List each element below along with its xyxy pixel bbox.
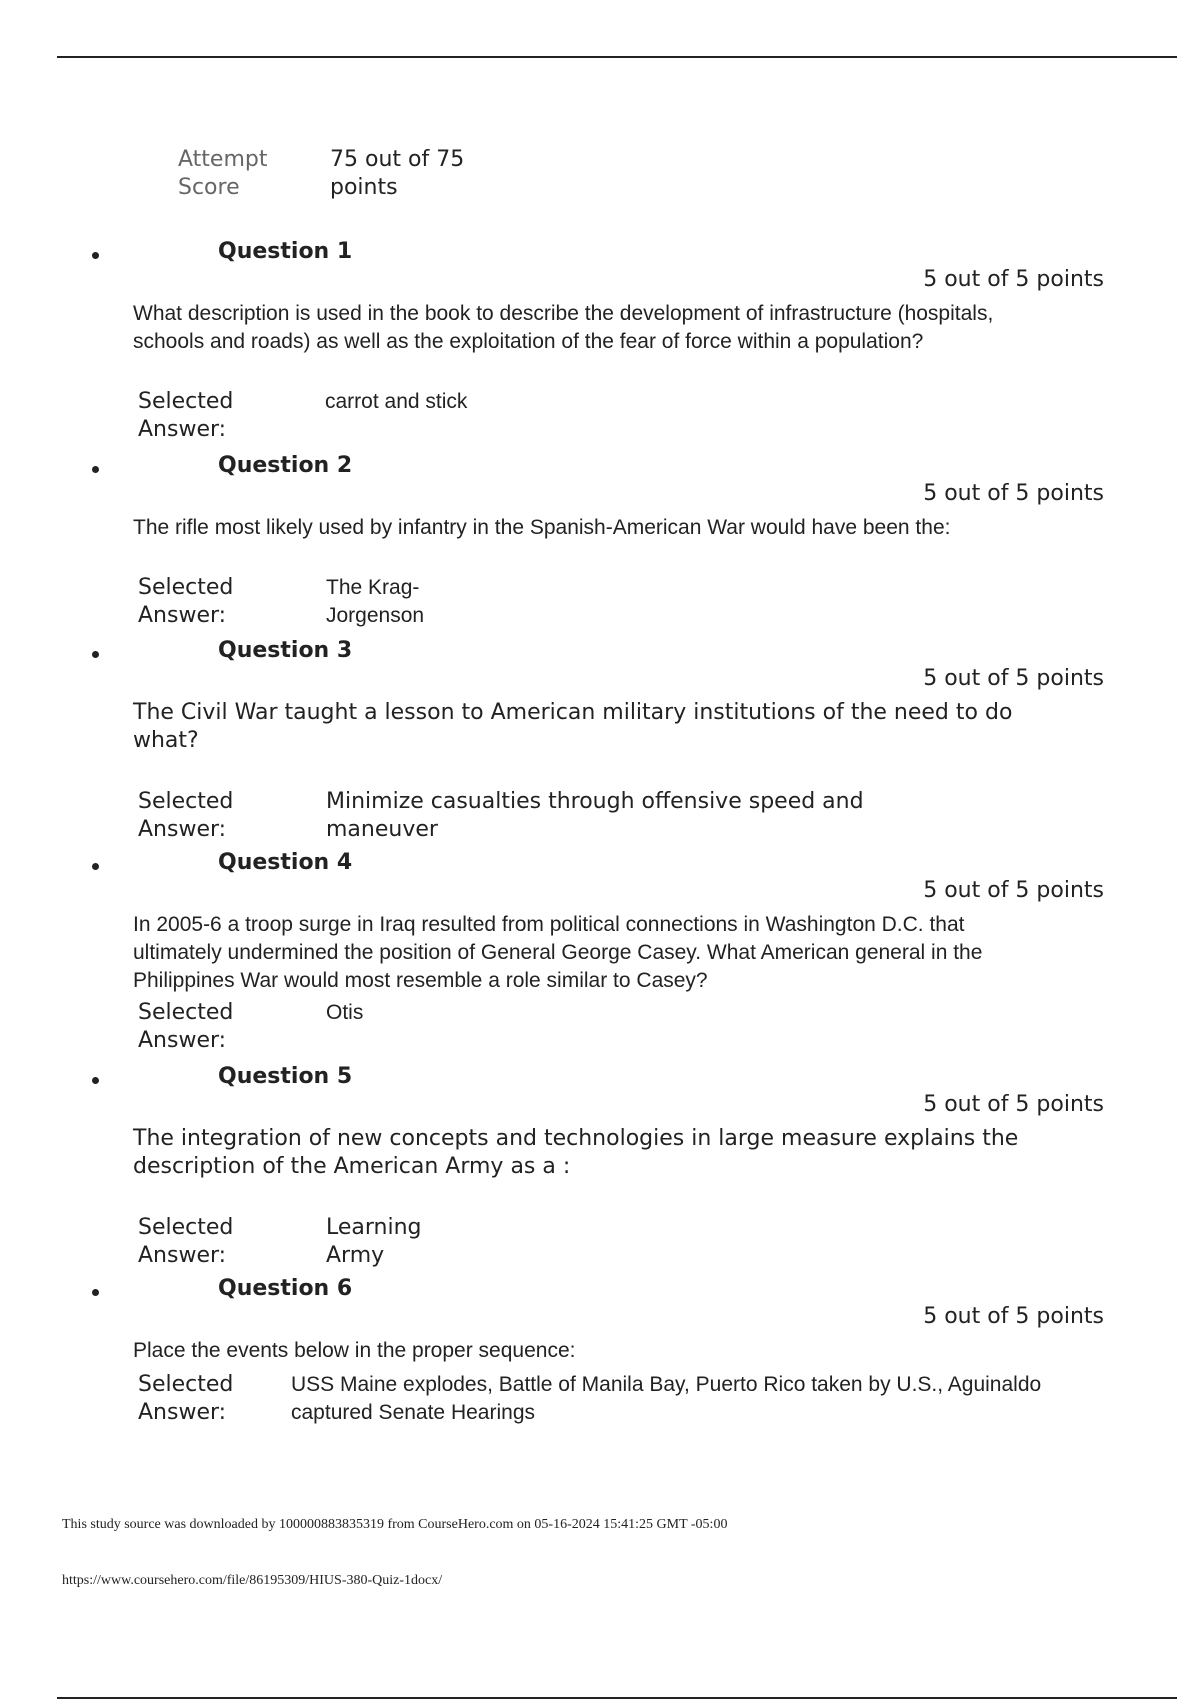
selected-answer-label: Selected Answer: <box>138 389 234 442</box>
question-text: The integration of new concepts and technologies in large measure explains the description of the American Army as a : <box>133 1126 1019 1179</box>
question-title: Question 3 <box>218 638 353 663</box>
question-title: Question 5 <box>218 1064 353 1089</box>
question-text: The rifle most likely used by infantry in the Spanish-American War would have been the: <box>133 516 951 539</box>
question-points: 5 out of 5 points <box>923 267 1104 292</box>
selected-answer-label: Selected Answer: <box>138 1372 234 1425</box>
question-text: In 2005-6 a troop surge in Iraq resulted from political connections in Washington D.C. that ultimately undermined the position of General George Casey. What American general in the Philippines War would most resemble a role similar to Casey? <box>133 913 983 992</box>
question-points: 5 out of 5 points <box>923 481 1104 506</box>
question-text: The Civil War taught a lesson to American military institutions of the need to do what? <box>133 700 1013 753</box>
selected-answer-label: Selected Answer: <box>138 789 234 842</box>
bullet-icon <box>92 466 99 473</box>
bullet-icon <box>92 252 99 259</box>
bottom-rule <box>57 1697 1177 1699</box>
selected-answer: Minimize casualties through offensive speed and maneuver <box>326 789 864 842</box>
selected-answer-label: Selected Answer: <box>138 1000 234 1053</box>
bullet-icon <box>92 651 99 658</box>
question-points: 5 out of 5 points <box>923 1092 1104 1117</box>
question-points: 5 out of 5 points <box>923 666 1104 691</box>
question-points: 5 out of 5 points <box>923 878 1104 903</box>
source-url[interactable]: https://www.coursehero.com/file/86195309/HIUS-380-Quiz-1docx/ <box>62 1573 443 1588</box>
selected-answer-label: Selected Answer: <box>138 575 234 628</box>
download-note: This study source was downloaded by 100000883835319 from CourseHero.com on 05-16-2024 15:41:25 GMT -05:00 <box>62 1517 728 1532</box>
bullet-icon <box>92 1077 99 1084</box>
question-points: 5 out of 5 points <box>923 1304 1104 1329</box>
selected-answer: Otis <box>326 1001 364 1024</box>
attempt-score-label: Attempt Score <box>178 147 268 200</box>
selected-answer: Learning Army <box>326 1215 422 1268</box>
question-text: Place the events below in the proper sequence: <box>133 1339 576 1362</box>
selected-answer: The Krag- Jorgenson <box>326 576 425 627</box>
question-title: Question 1 <box>218 239 353 264</box>
selected-answer: USS Maine explodes, Battle of Manila Bay, Puerto Rico taken by U.S., Aguinaldo captured Senate Hearings <box>291 1373 1042 1424</box>
bullet-icon <box>92 863 99 870</box>
question-title: Question 2 <box>218 453 353 478</box>
attempt-score <box>178 146 490 202</box>
question-text: What description is used in the book to describe the development of infrastructure (hospitals, schools and roads) as well as the exploitation of the fear of force within a population? <box>133 302 994 353</box>
question-title: Question 6 <box>218 1276 353 1301</box>
selected-answer-label: Selected Answer: <box>138 1215 234 1268</box>
question-title: Question 4 <box>218 850 353 875</box>
top-rule <box>57 56 1177 58</box>
bullet-icon <box>92 1289 99 1296</box>
selected-answer: carrot and stick <box>325 390 468 413</box>
attempt-score-value: 75 out of 75 points <box>330 147 465 200</box>
